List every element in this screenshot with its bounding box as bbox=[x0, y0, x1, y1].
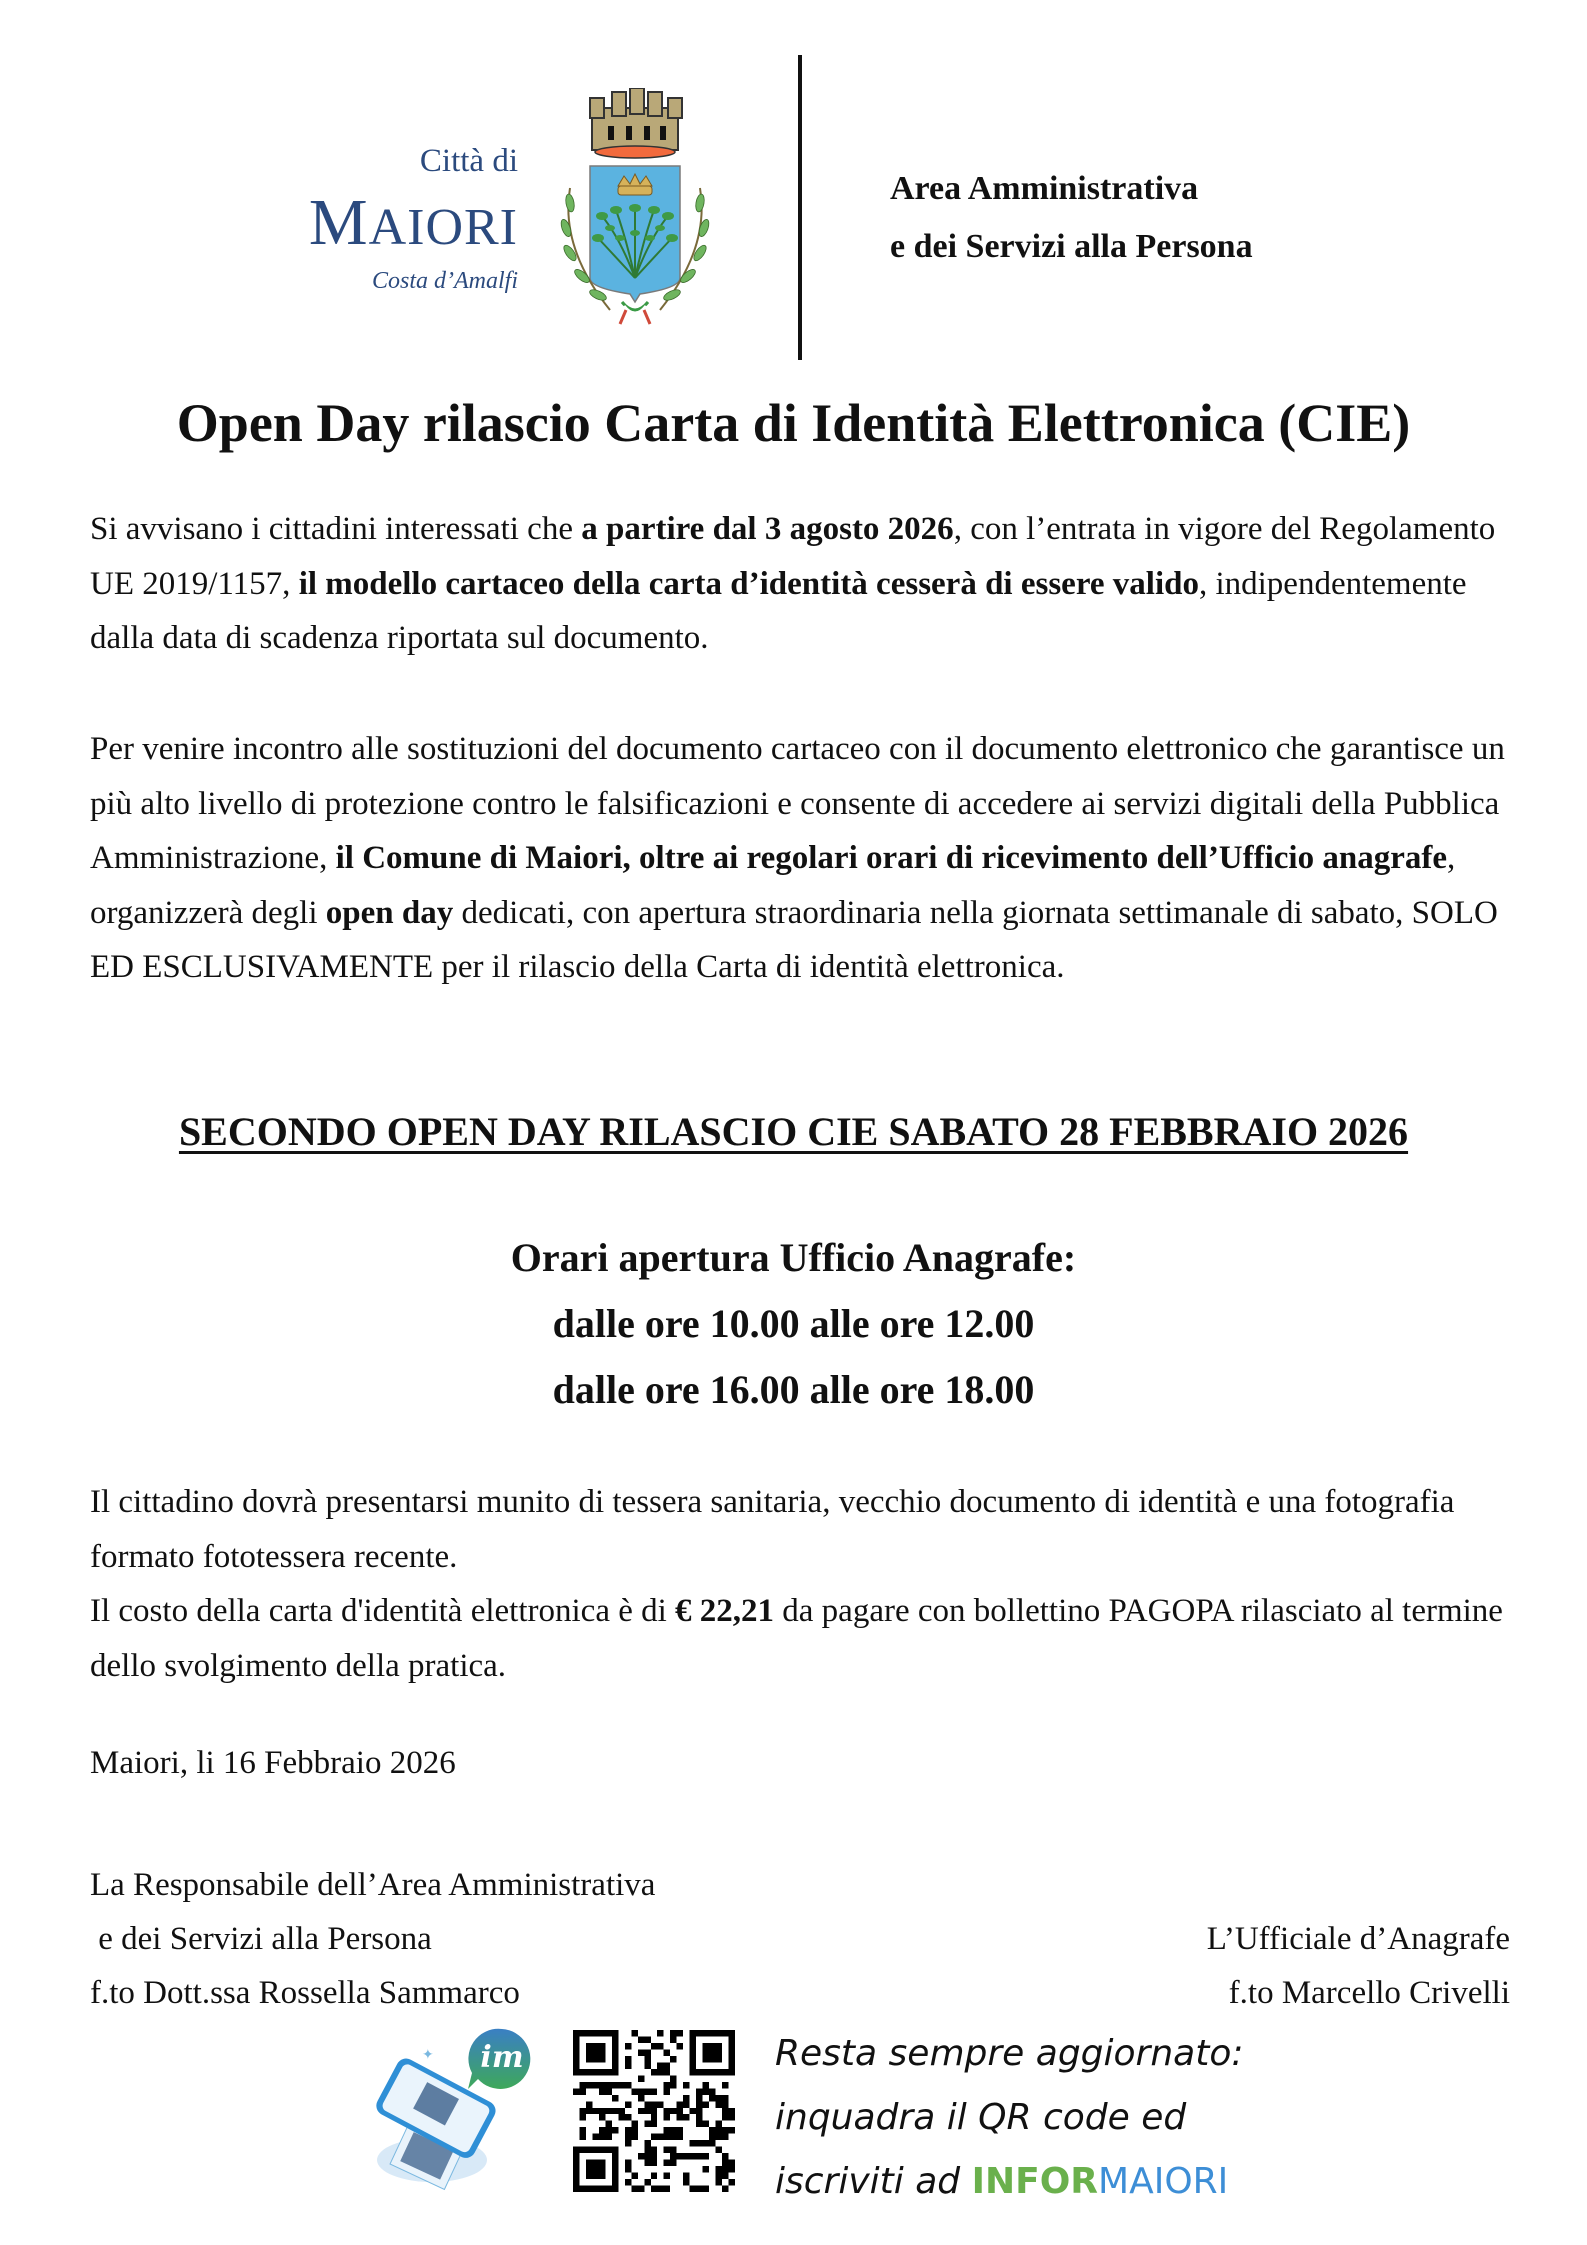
bold-text: open day bbox=[325, 894, 454, 931]
paragraph-notice bbox=[90, 502, 1510, 666]
signature-right bbox=[1207, 1912, 1510, 2020]
logo-city-name bbox=[308, 186, 518, 259]
text: Si avvisano i cittadini interessati che bbox=[90, 511, 582, 547]
text: , con l’entrata in vigore del Regolamento UE 2019/1157, bbox=[90, 511, 1496, 602]
bold-text: a partire dal 3 agosto 2026 bbox=[581, 511, 954, 547]
text: dedicati, con apertura straordinaria nella giornata settimanale di sabato, SOLO ED ESCLUSIVAMENTE per il rilascio della Carta di identità elettronica. bbox=[90, 894, 1498, 985]
text: , indipendentemente dalla data di scadenza riportata sul documento. bbox=[90, 565, 1467, 656]
paragraph-open-day bbox=[90, 722, 1510, 995]
footer-line-1: Resta sempre aggiornato: bbox=[775, 2033, 1244, 2074]
phone-qr-scan-icon bbox=[362, 2025, 542, 2195]
event-heading: SECONDO OPEN DAY RILASCIO CIE SABATO 28 FEBBRAIO 2026 bbox=[178, 1109, 1409, 1154]
footer-line-2: inquadra il QR code ed bbox=[775, 2097, 1187, 2138]
header-divider bbox=[798, 55, 802, 360]
paragraph-requirements bbox=[90, 1475, 1510, 1693]
crown-icon bbox=[590, 88, 682, 158]
signature-left-line-2: e dei Servizi alla Persona bbox=[90, 1921, 432, 1957]
logo-city-initial: M bbox=[308, 186, 369, 259]
footer-line-3 bbox=[775, 2150, 1244, 2214]
brand-infor: INFOR bbox=[971, 2161, 1099, 2202]
signature-left-line-1: La Responsabile dell’Area Amministrativa bbox=[90, 1867, 656, 1903]
logo-city-rest: AIORI bbox=[368, 199, 518, 256]
signature-right-name: f.to Marcello Crivelli bbox=[1228, 1975, 1510, 2011]
coat-of-arms-icon bbox=[550, 88, 720, 328]
footer-subscribe bbox=[775, 2022, 1244, 2214]
logo-city-prefix: Città di bbox=[419, 143, 518, 179]
department-name bbox=[890, 160, 1253, 276]
text: da pagare con bollettino PAGOPA rilasciato al termine dello svolgimento della pratica. bbox=[90, 1593, 1503, 1684]
cost-text bbox=[90, 1584, 1510, 1693]
bold-text: il modello cartaceo della carta d’identità cesserà di essere valido bbox=[298, 565, 1199, 602]
text: iscriviti ad bbox=[775, 2161, 972, 2202]
logo-subtitle: Costa d’Amalfi bbox=[371, 268, 518, 294]
text: Per venire incontro alle sostituzioni del documento cartaceo con il documento elettronico che garantisce un più alto livello di protezione contro le falsificazioni e consente di accedere ai servizi digitali della Pubblica Amministrazione, bbox=[90, 731, 1505, 876]
signature-right-title: L’Ufficiale d’Anagrafe bbox=[1206, 1921, 1510, 1957]
hours-label: Orari apertura Ufficio Anagrafe: bbox=[510, 1235, 1077, 1280]
svg-text:im: im bbox=[480, 2040, 524, 2075]
requirements-text: Il cittadino dovrà presentarsi munito di tessera sanitaria, vecchio documento di identità e una fotografia formato fototessera recente. bbox=[90, 1484, 1455, 1575]
price: € 22,21 bbox=[675, 1593, 775, 1629]
brand-maiori: MAIORI bbox=[1098, 2161, 1229, 2202]
hours-slot-2: dalle ore 16.00 alle ore 18.00 bbox=[552, 1367, 1035, 1412]
svg-text:✦: ✦ bbox=[422, 2048, 434, 2063]
text: , organizzerà degli bbox=[90, 840, 1456, 931]
signature-left bbox=[90, 1858, 655, 2020]
date-place: Maiori, li 16 Febbraio 2026 bbox=[90, 1745, 456, 1781]
document-title: Open Day rilascio Carta di Identità Elettronica (CIE) bbox=[176, 393, 1411, 453]
hours-slot-1: dalle ore 10.00 alle ore 12.00 bbox=[552, 1301, 1035, 1346]
signature-left-name: f.to Dott.ssa Rossella Sammarco bbox=[90, 1975, 520, 2011]
opening-hours bbox=[0, 1225, 1587, 1423]
text: Il costo della carta d'identità elettronica è di bbox=[90, 1593, 676, 1629]
bold-text: il Comune di Maiori, oltre ai regolari orari di ricevimento dell’Ufficio anagrafe bbox=[335, 840, 1447, 876]
qr-code-icon[interactable] bbox=[573, 2030, 735, 2192]
department-line-2: e dei Servizi alla Persona bbox=[890, 228, 1253, 265]
department-line-1: Area Amministrativa bbox=[890, 170, 1199, 207]
